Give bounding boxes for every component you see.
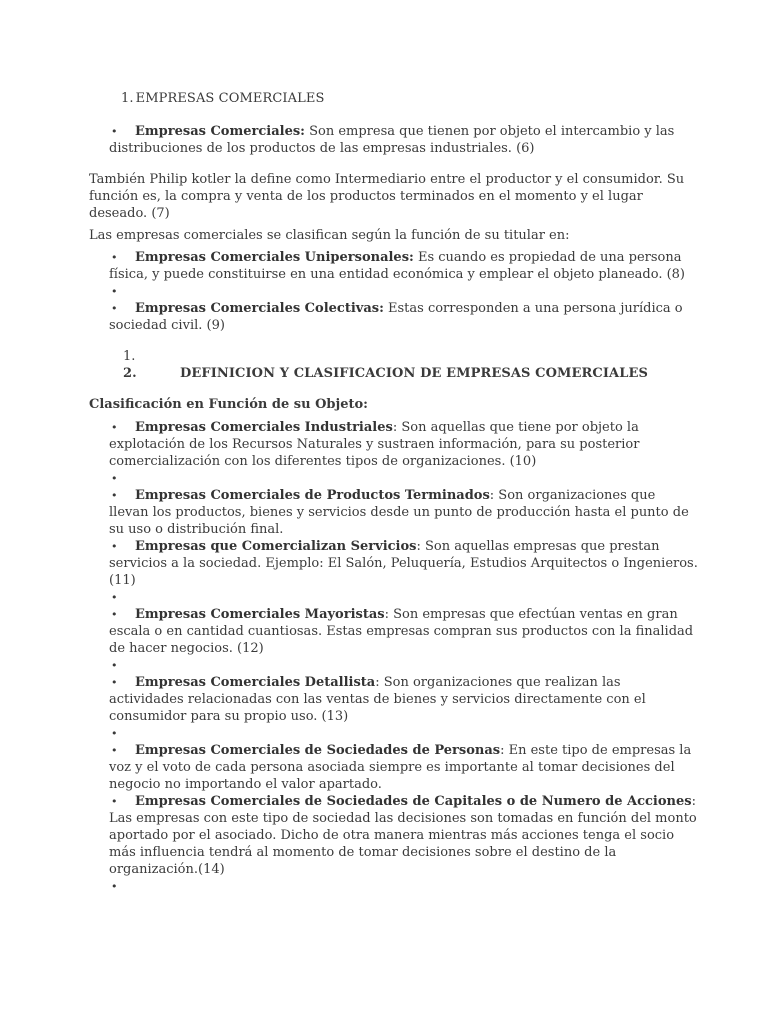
bullet-icon: •	[111, 421, 118, 434]
list-item: • Empresas que Comercializan Servicios: Son aquellas empresas que prestan servicios a la sociedad. Ejemplo: El Salón, Peluquería, Estudios Arquitectos o Ingenieros.(11)	[109, 539, 698, 588]
list-item	[89, 283, 698, 300]
list-item: • Empresas Comerciales Colectivas: Estas corresponden a una persona jurídica o sociedad civil. (9)	[109, 301, 683, 333]
bullet-icon: •	[111, 676, 118, 689]
list-item: • Empresas Comerciales de Sociedades de Personas: En este tipo de empresas la voz y el voto de cada persona asociada siempre es importante al tomar decisiones del negocio no importando el valor apartado.	[109, 743, 692, 792]
list-item: • Empresas Comerciales de Productos Terminados: Son organizaciones que llevan los productos, bienes y servicios desde un punto de producción hasta el punto de su uso o distribución final.	[109, 488, 689, 537]
bullet-icon: •	[111, 659, 118, 672]
list-item: • Empresas Comerciales: Son empresa que tienen por objeto el intercambio y las distribuciones de los productos de las empresas industriales. (6)	[109, 124, 675, 156]
list-item: • Empresas Comerciales Industriales: Son aquellas que tiene por objeto la explotación de los Recursos Naturales y sustraen información, para su posterior comercialización con los diferentes tipos de organizaciones. (10)	[109, 420, 640, 469]
paragraph: También Philip kotler la define como Intermediario entre el productor y el consumidor. Su función es, la compra y venta de los productos terminados en el momento y el lugar deseado. (7)	[89, 172, 685, 221]
heading-definicion: 2. DEFINICION Y CLASIFICACION DE EMPRESAS COMERCIALES	[123, 366, 648, 381]
bullet-icon: •	[111, 285, 118, 298]
bullet-icon: •	[111, 489, 118, 502]
bullet-icon: •	[111, 302, 118, 315]
list-item: • Empresas Comerciales Unipersonales: Es cuando es propiedad de una persona física, y puede constituirse en una entidad económica y emplear el objeto planeado. (8)	[109, 250, 686, 282]
bullet-icon: •	[111, 591, 118, 604]
bullet-icon: •	[111, 744, 118, 757]
list-item: • Empresas Comerciales de Sociedades de Capitales o de Numero de Acciones: Las empresas con este tipo de sociedad las decisiones son tomadas en función del monto aportado por el asociado. Dicho de otra manera mientras más acciones tenga el socio más influencia tendrá al momento de tomar decisiones sobre el destino de la organización.(14)	[109, 794, 697, 877]
numbered-item: 1.	[123, 349, 136, 364]
list-item: • Empresas Comerciales Mayoristas: Son empresas que efectúan ventas en gran escala o en cantidad cuantiosas. Estas empresas compran sus productos con la finalidad de hacer negocios. (12)	[109, 607, 694, 656]
bullet-icon: •	[111, 472, 118, 485]
paragraph: Las empresas comerciales se clasifican según la función de su titular en:	[89, 228, 570, 243]
section-title: Clasificación en Función de su Objeto:	[89, 397, 368, 412]
list-item	[89, 878, 698, 895]
bullet-icon: •	[111, 880, 118, 893]
list-item	[89, 725, 698, 742]
list-item: • Empresas Comerciales Detallista: Son organizaciones que realizan las actividades relacionadas con las ventas de bienes y servicios directamente con el consumidor para su propio uso. (13)	[109, 675, 646, 724]
list-item	[89, 470, 698, 487]
list-item	[89, 589, 698, 606]
bullet-icon: •	[111, 251, 118, 264]
bullet-icon: •	[111, 608, 118, 621]
bullet-icon: •	[111, 795, 118, 808]
heading-empresas-comerciales: 1. EMPRESAS COMERCIALES	[121, 91, 325, 106]
bullet-icon: •	[111, 727, 118, 740]
list-item	[89, 657, 698, 674]
bullet-icon: •	[111, 125, 118, 138]
bullet-icon: •	[111, 540, 118, 553]
